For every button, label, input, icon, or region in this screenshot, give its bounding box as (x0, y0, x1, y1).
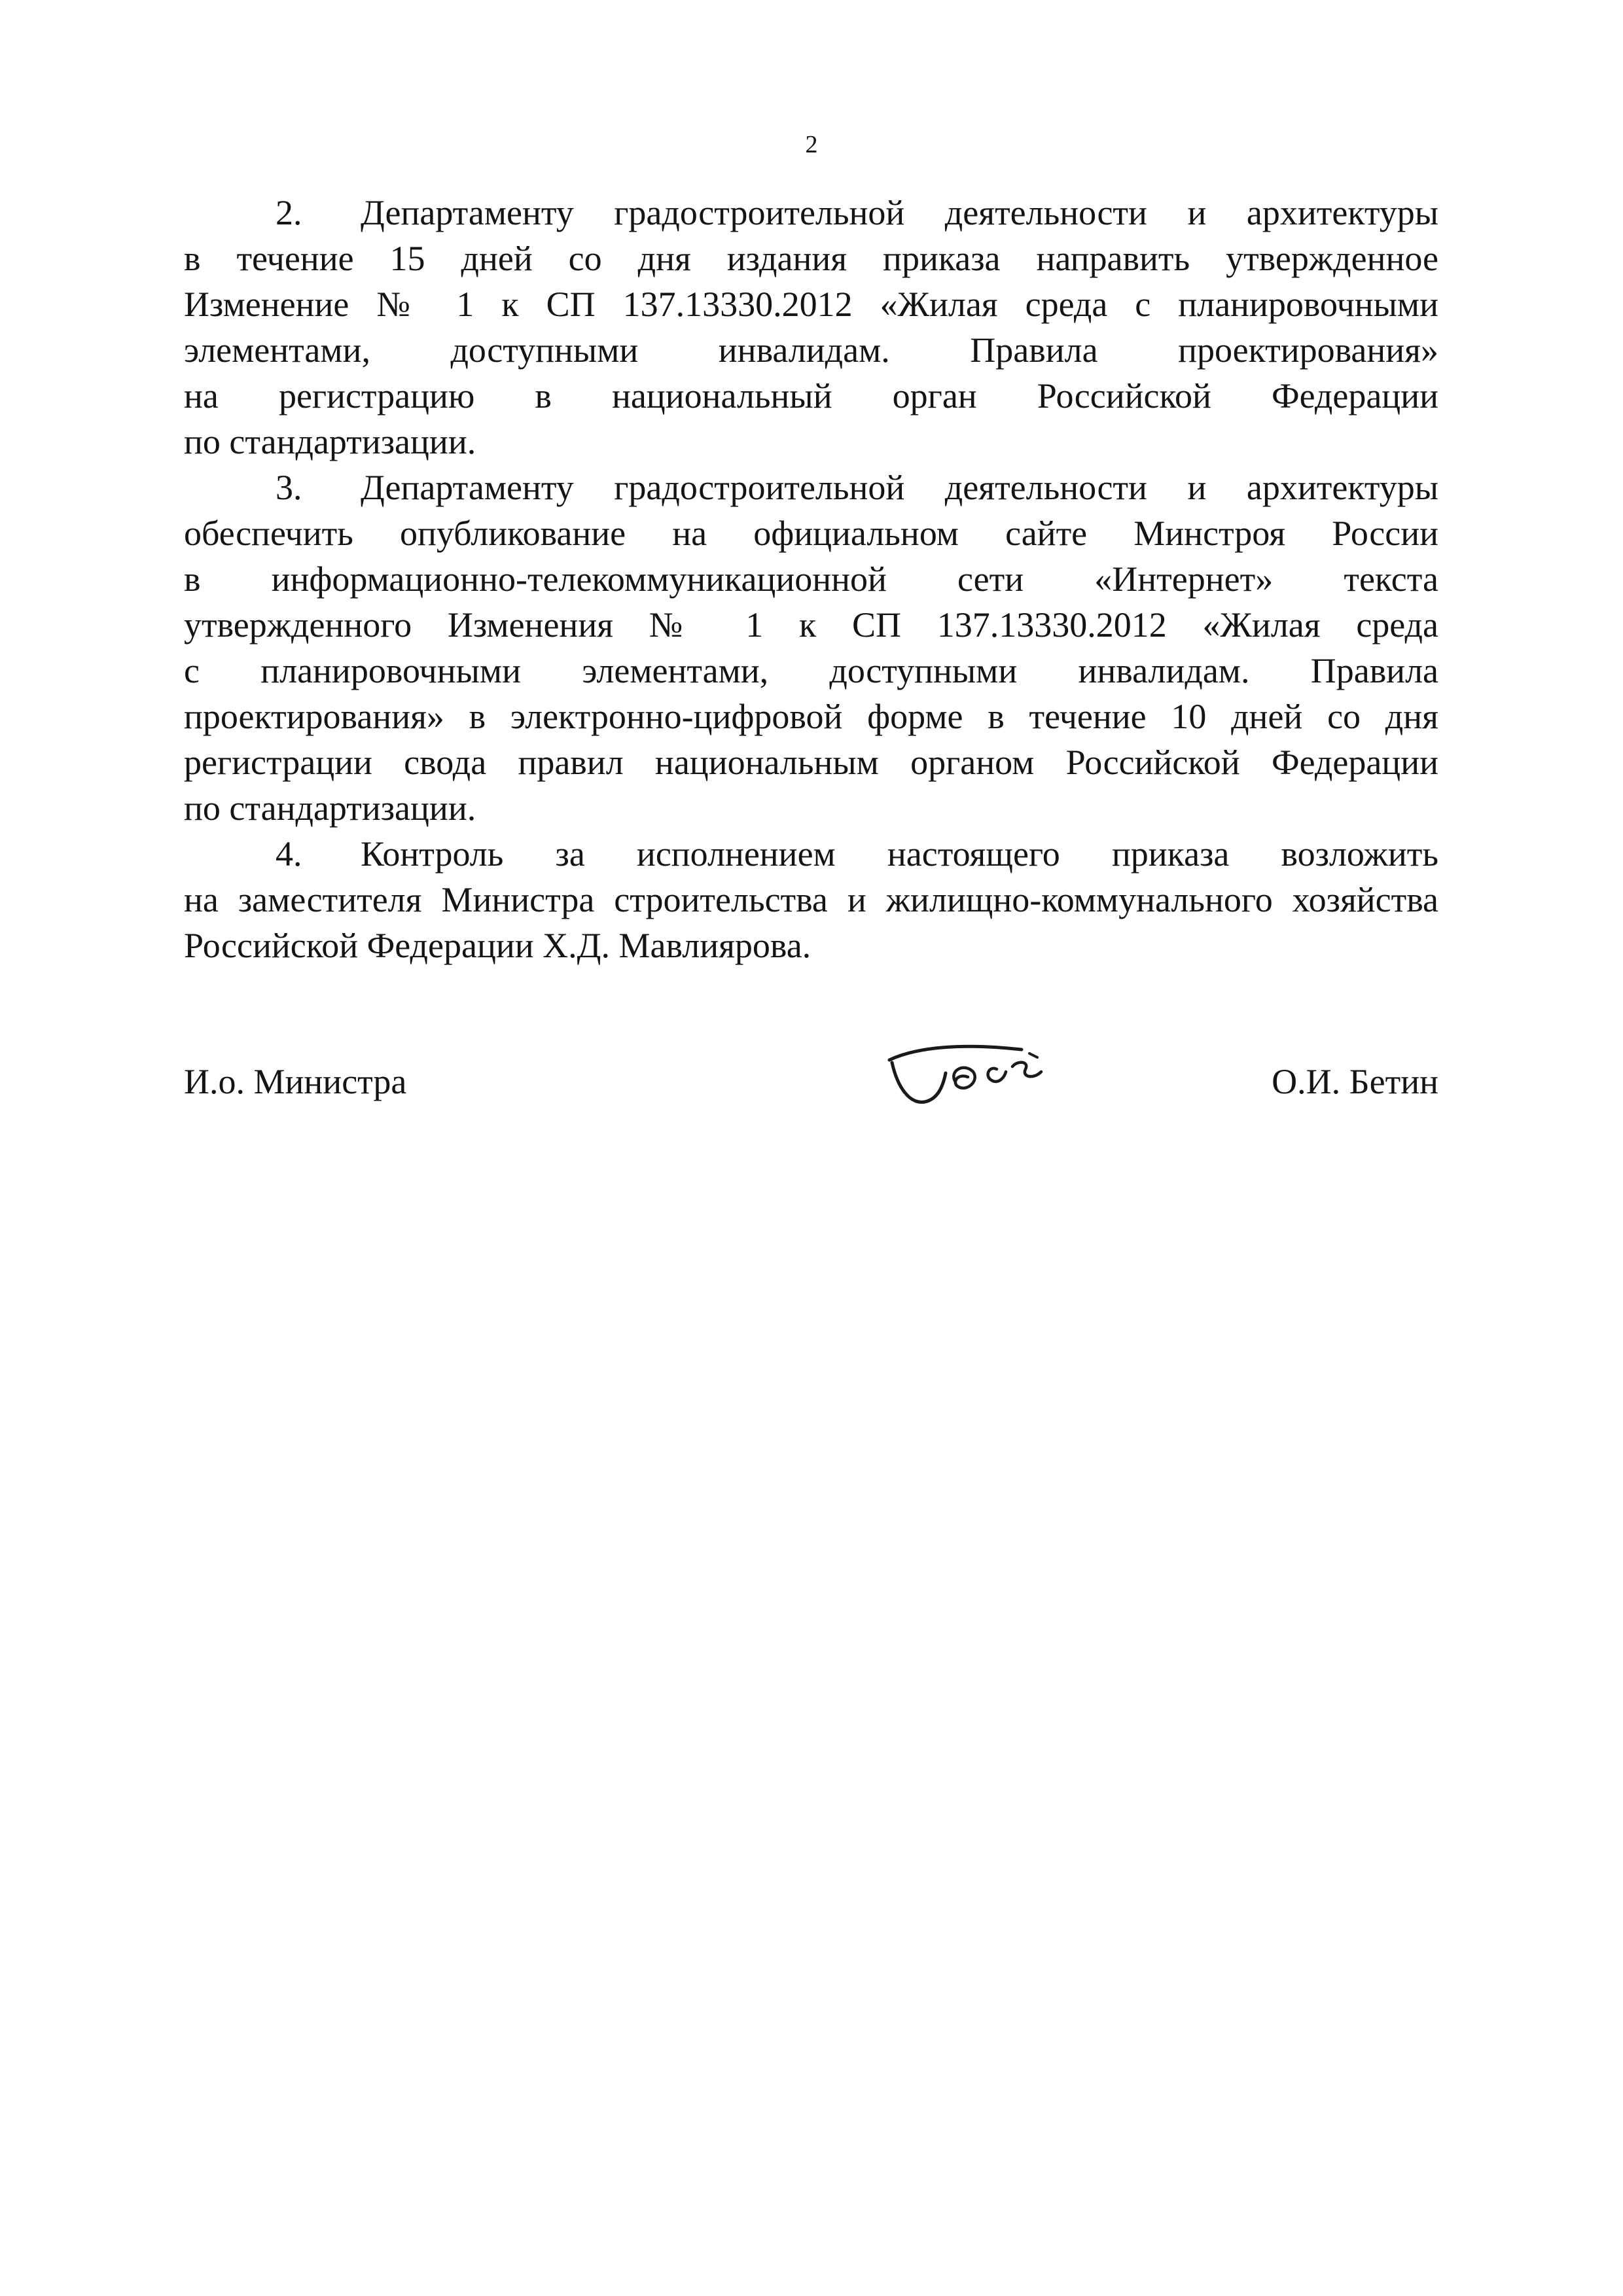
clause-line: по стандартизации. (184, 422, 476, 461)
page-number: 2 (805, 131, 818, 158)
clause-2 (184, 190, 1438, 465)
clause-line: на регистрацию в национальный орган Российской Федерации (184, 376, 1438, 415)
clause-number: 4. (276, 834, 302, 874)
signer-position: И.о. Министра (184, 1062, 407, 1101)
clause-line-text: Контроль за исполнением настоящего приказа возложить (361, 834, 1438, 874)
clause-4 (184, 831, 1438, 968)
clause-3 (184, 465, 1438, 831)
clause-line: на заместителя Министра строительства и жилищно-коммунального хозяйства (184, 880, 1438, 919)
clause-line: регистрации свода правил национальным органом Российской Федерации (184, 743, 1438, 782)
signer-name: О.И. Бетин (1272, 1062, 1438, 1101)
handwritten-signature (878, 1034, 1061, 1119)
clause-line (184, 190, 1438, 236)
clause-line: обеспечить опубликование на официальном сайте Минстроя России (184, 514, 1438, 553)
signature-block (184, 1047, 1438, 1125)
clause-number: 2. (276, 193, 302, 232)
document-body (184, 190, 1438, 968)
clause-line: по стандартизации. (184, 788, 476, 828)
clause-number: 3. (276, 468, 302, 507)
clause-line: Российской Федерации Х.Д. Мавлиярова. (184, 926, 812, 965)
clause-line: Изменение № 1 к СП 137.13330.2012 «Жилая среда с планировочными (184, 285, 1438, 324)
clause-line: с планировочными элементами, доступными инвалидам. Правила (184, 651, 1438, 690)
clause-line-text: Департаменту градостроительной деятельности и архитектуры (361, 468, 1438, 507)
clause-line: элементами, доступными инвалидам. Правила проектирования» (184, 330, 1438, 370)
clause-line: проектирования» в электронно-цифровой форме в течение 10 дней со дня (184, 697, 1438, 736)
clause-line (184, 465, 1438, 510)
clause-line: в информационно-телекоммуникационной сети «Интернет» текста (184, 559, 1438, 599)
clause-line (184, 831, 1438, 877)
clause-line: в течение 15 дней со дня издания приказа направить утвержденное (184, 239, 1438, 278)
clause-line-text: Департаменту градостроительной деятельности и архитектуры (361, 193, 1438, 232)
clause-line: утвержденного Изменения № 1 к СП 137.13330.2012 «Жилая среда (184, 605, 1438, 645)
